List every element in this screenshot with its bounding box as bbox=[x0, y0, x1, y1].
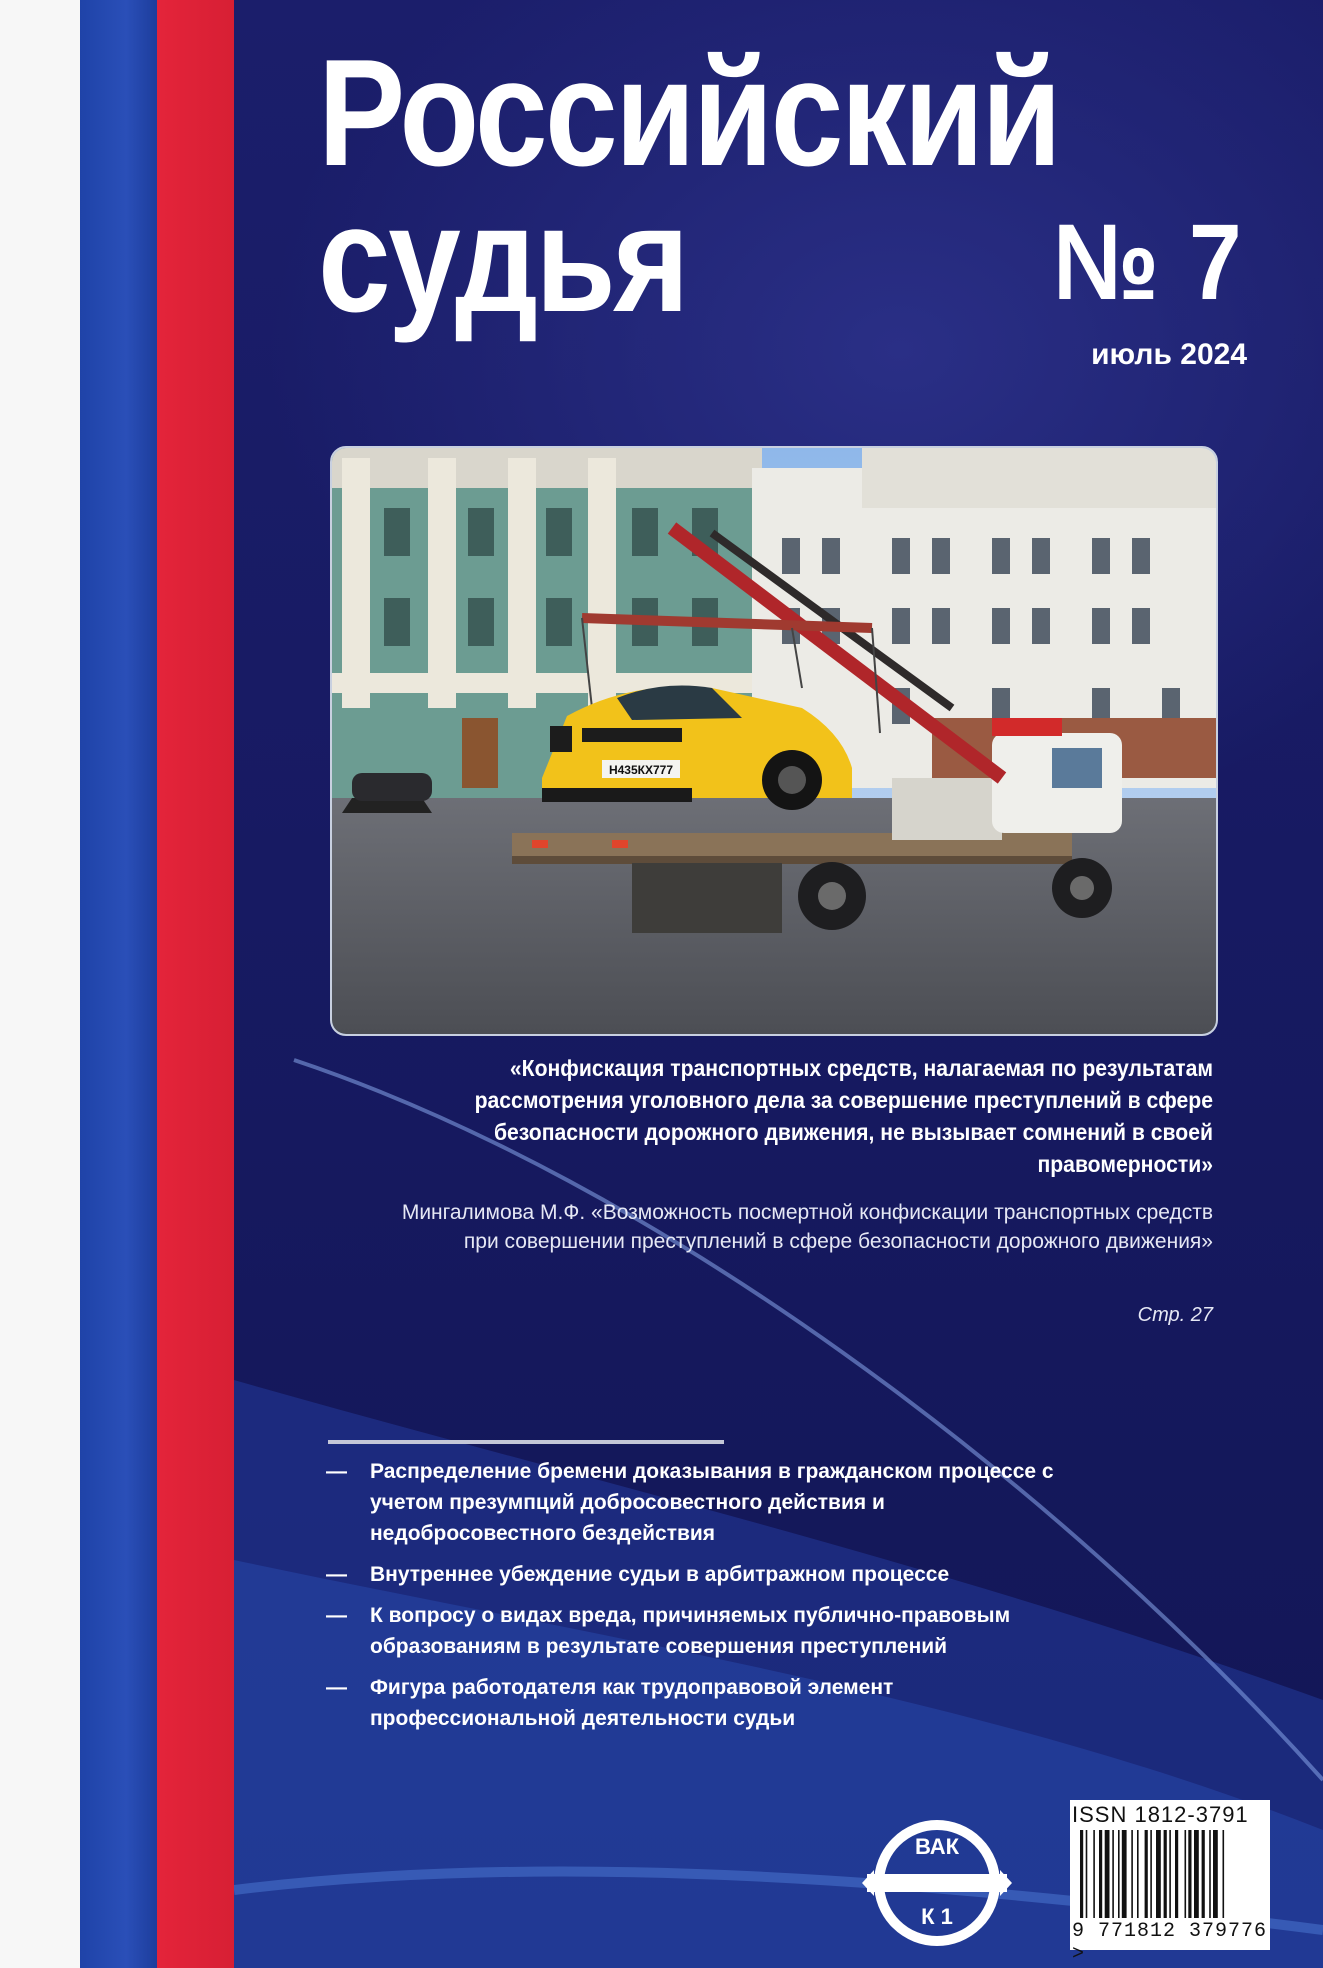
license-plate: Н435КХ777 bbox=[608, 763, 674, 777]
dash-icon: — bbox=[326, 1563, 347, 1586]
tow-truck-photo bbox=[332, 448, 1216, 1034]
cover-photo bbox=[330, 446, 1218, 1036]
title-line-1: Российский bbox=[318, 28, 1060, 198]
featured-quote: «Конфискация транспортных средств, налагаемая по результатам рассмотрения уголовного дела за совершение преступлений в сфере безопасности дорожного движения, не вызывает сомнений в своей правомерности» bbox=[474, 1055, 1214, 1177]
vak-emblem-icon bbox=[862, 1808, 1012, 1958]
vak-badge bbox=[862, 1808, 1012, 1958]
featured-source: Мингалимова М.Ф. «Возможность посмертной конфискации транспортных средств при совершении преступлений в сфере безопасности дорожного движения» bbox=[401, 1201, 1213, 1253]
issn-label: ISSN 1812-3791 bbox=[1072, 1802, 1249, 1827]
issue-number: № 7 bbox=[1052, 201, 1243, 322]
dash-icon: — bbox=[326, 1604, 347, 1627]
contents-item-text: Внутреннее убеждение судьи в арбитражном процессе bbox=[370, 1563, 950, 1586]
contents-divider bbox=[328, 1440, 724, 1444]
contents-item bbox=[326, 1559, 1086, 1590]
barcode-number: 9 771812 379776 > bbox=[1072, 1920, 1268, 1966]
flag-stripe-white bbox=[0, 0, 80, 1968]
title-line-2: судья bbox=[318, 174, 687, 344]
contents-item bbox=[326, 1600, 1086, 1662]
issue-date: июль 2024 bbox=[1091, 338, 1247, 371]
contents-item-text: Распределение бремени доказывания в гражданском процессе с учетом презумпций добросовестного действия и недобросовестного бездействия bbox=[370, 1460, 1054, 1545]
barcode-icon bbox=[1078, 1830, 1258, 1918]
vak-badge-top: ВАК bbox=[914, 1834, 960, 1859]
dash-icon: — bbox=[326, 1460, 347, 1483]
featured-page-ref: Стр. 27 bbox=[1137, 1304, 1213, 1326]
dash-icon: — bbox=[326, 1676, 347, 1699]
contents-item bbox=[326, 1456, 1086, 1549]
issn-block bbox=[1070, 1800, 1270, 1966]
contents-item-text: К вопросу о видах вреда, причиняемых публично-правовым образованиям в результате совершения преступлений bbox=[370, 1604, 1011, 1658]
vak-badge-bottom: К 1 bbox=[921, 1904, 953, 1929]
flag-stripe-red bbox=[157, 0, 234, 1968]
flag-stripe-blue bbox=[80, 0, 157, 1968]
contents-item-text: Фигура работодателя как трудоправовой элемент профессиональной деятельности судьи bbox=[370, 1676, 894, 1730]
magazine-title bbox=[318, 28, 1060, 344]
contents-list bbox=[326, 1456, 1086, 1744]
contents-item bbox=[326, 1672, 1086, 1734]
